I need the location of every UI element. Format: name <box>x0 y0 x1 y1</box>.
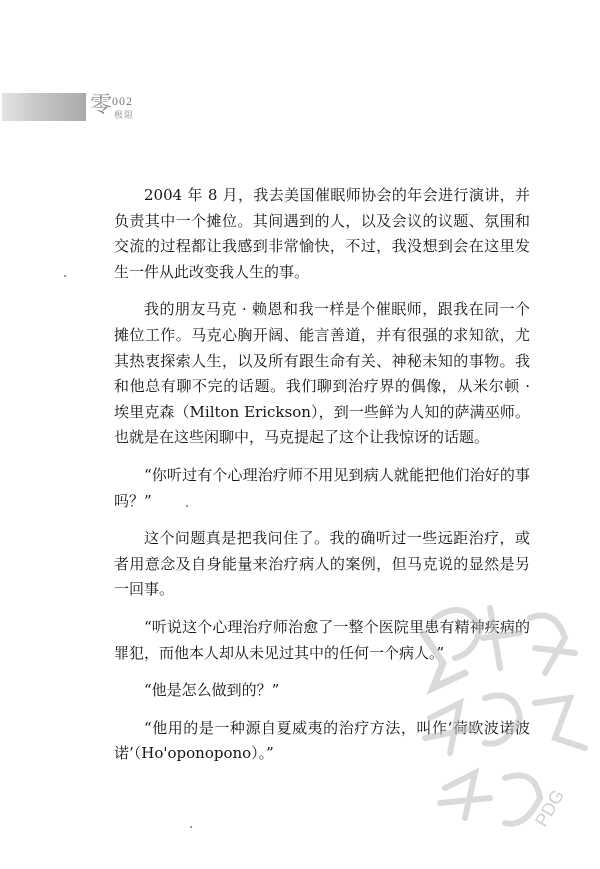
paragraph: “你听过有个心理治疗师不用见到病人就能把他们治好的事吗？” <box>114 465 530 510</box>
chapter-glyph: 零 <box>90 93 113 118</box>
paragraph: “他是怎么做到的？” <box>144 681 280 700</box>
scan-speck <box>186 505 188 507</box>
watermark-label: PDG <box>531 786 568 830</box>
page-number: 002 <box>112 94 133 108</box>
running-header-subtitle: 极限 <box>114 111 135 121</box>
running-header <box>90 91 180 125</box>
paragraph: “听说这个心理治疗师治愈了一整个医院里患有精神疾病的罪犯，而他本人却从未见过其中的任何一个病人。” <box>114 617 530 662</box>
scan-speck <box>190 826 192 828</box>
header-bar <box>2 93 86 121</box>
paragraph: 2004 年 8 月，我去美国催眠师协会的年会进行演讲，并负责其中一个摊位。其间遇到的人，以及会议的议题、氛围和交流的过程都让我感到非常愉快，不过，我没想到会在这里发生一件从此改变我人生的事。 <box>114 186 530 281</box>
paragraph: 我的朋友马克 · 赖恩和我一样是个催眠师，跟我在同一个摊位工作。马克心胸开阔、能言善道，并有很强的求知欲，尤其热衷探索人生，以及所有跟生命有关、神秘未知的事物。我和他总有聊不完的话题。我们聊到治疗界的偶像，从米尔顿 · 埃里克森（Milton Erickson），到一些鲜为人知的萨满巫师。也就是在这些闲聊中，马克提起了这个让我惊讶的话题。 <box>114 300 530 447</box>
paragraph: “他用的是一种源自夏威夷的治疗方法，叫作‘荷欧波诺波诺’（Ho'oponopono）。” <box>114 718 530 763</box>
scan-speck <box>64 275 66 277</box>
paragraph: 这个问题真是把我问住了。我的确听过一些远距治疗，或者用意念及自身能量来治疗病人的案例，但马克说的显然是另一回事。 <box>114 529 530 599</box>
watermark-seal <box>405 578 600 868</box>
